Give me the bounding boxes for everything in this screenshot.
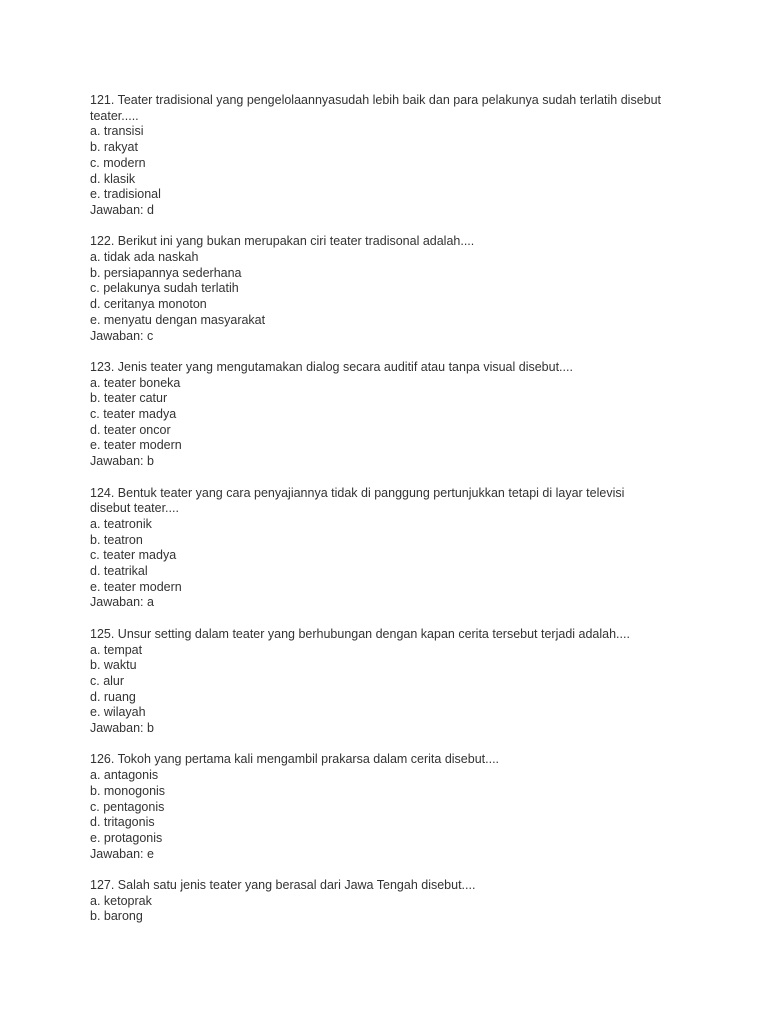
option-a: a. teatronik	[90, 516, 152, 531]
option-a: a. transisi	[90, 124, 144, 139]
answer-key: Jawaban: d	[90, 202, 154, 217]
question-text: 127. Salah satu jenis teater yang berasal dari Jawa Tengah disebut....	[90, 878, 476, 893]
option-b: b. rakyat	[90, 140, 138, 155]
option-c: c. modern	[90, 155, 146, 170]
answer-key: Jawaban: b	[90, 454, 154, 469]
question-126	[90, 752, 690, 862]
option-e: e. teater modern	[90, 438, 182, 453]
option-a: a. ketoprak	[90, 893, 152, 908]
option-b: b. teater catur	[90, 391, 168, 406]
option-b: b. waktu	[90, 658, 137, 673]
option-a: a. tidak ada naskah	[90, 250, 199, 265]
question-125	[90, 627, 690, 737]
question-text: 123. Jenis teater yang mengutamakan dialog secara auditif atau tanpa visual disebut....	[90, 359, 573, 374]
option-b: b. teatron	[90, 532, 143, 547]
option-c: c. pelakunya sudah terlatih	[90, 281, 239, 296]
answer-key: Jawaban: b	[90, 721, 154, 736]
answer-key: Jawaban: c	[90, 328, 154, 343]
option-b: b. barong	[90, 909, 143, 924]
option-d: d. ruang	[90, 689, 136, 704]
option-e: e. wilayah	[90, 705, 146, 720]
option-d: d. tritagonis	[90, 815, 155, 830]
question-text: 122. Berikut ini yang bukan merupakan ciri teater tradisonal adalah....	[90, 234, 475, 249]
option-a: a. teater boneka	[90, 375, 181, 390]
option-d: d. teater oncor	[90, 422, 171, 437]
option-e: e. menyatu dengan masyarakat	[90, 312, 266, 327]
answer-key: Jawaban: e	[90, 846, 154, 861]
question-text: 125. Unsur setting dalam teater yang berhubungan dengan kapan cerita tersebut terjadi adalah....	[90, 626, 630, 641]
option-a: a. antagonis	[90, 768, 159, 783]
question-122	[90, 234, 690, 344]
question-123	[90, 360, 690, 470]
question-121	[90, 93, 690, 219]
option-c: c. pentagonis	[90, 799, 165, 814]
question-list	[90, 93, 690, 941]
option-a: a. tempat	[90, 642, 143, 657]
option-e: e. teater modern	[90, 579, 182, 594]
option-d: d. teatrikal	[90, 564, 148, 579]
question-text: 126. Tokoh yang pertama kali mengambil prakarsa dalam cerita disebut....	[90, 752, 500, 767]
option-d: d. klasik	[90, 171, 136, 186]
option-e: e. protagonis	[90, 830, 163, 845]
question-124	[90, 486, 690, 612]
question-127	[90, 878, 690, 925]
option-d: d. ceritanya monoton	[90, 297, 207, 312]
option-c: c. teater madya	[90, 407, 177, 422]
answer-key: Jawaban: a	[90, 595, 154, 610]
question-text: 124. Bentuk teater yang cara penyajiannya tidak di panggung pertunjukkan tetapi di layar televisi disebut teater....	[90, 485, 625, 516]
option-c: c. alur	[90, 673, 125, 688]
option-b: b. monogonis	[90, 783, 166, 798]
option-b: b. persiapannya sederhana	[90, 265, 242, 280]
option-c: c. teater madya	[90, 548, 177, 563]
option-e: e. tradisional	[90, 187, 161, 202]
question-text: 121. Teater tradisional yang pengelolaannyasudah lebih baik dan para pelakunya sudah terlatih disebut teater.....	[90, 93, 662, 123]
